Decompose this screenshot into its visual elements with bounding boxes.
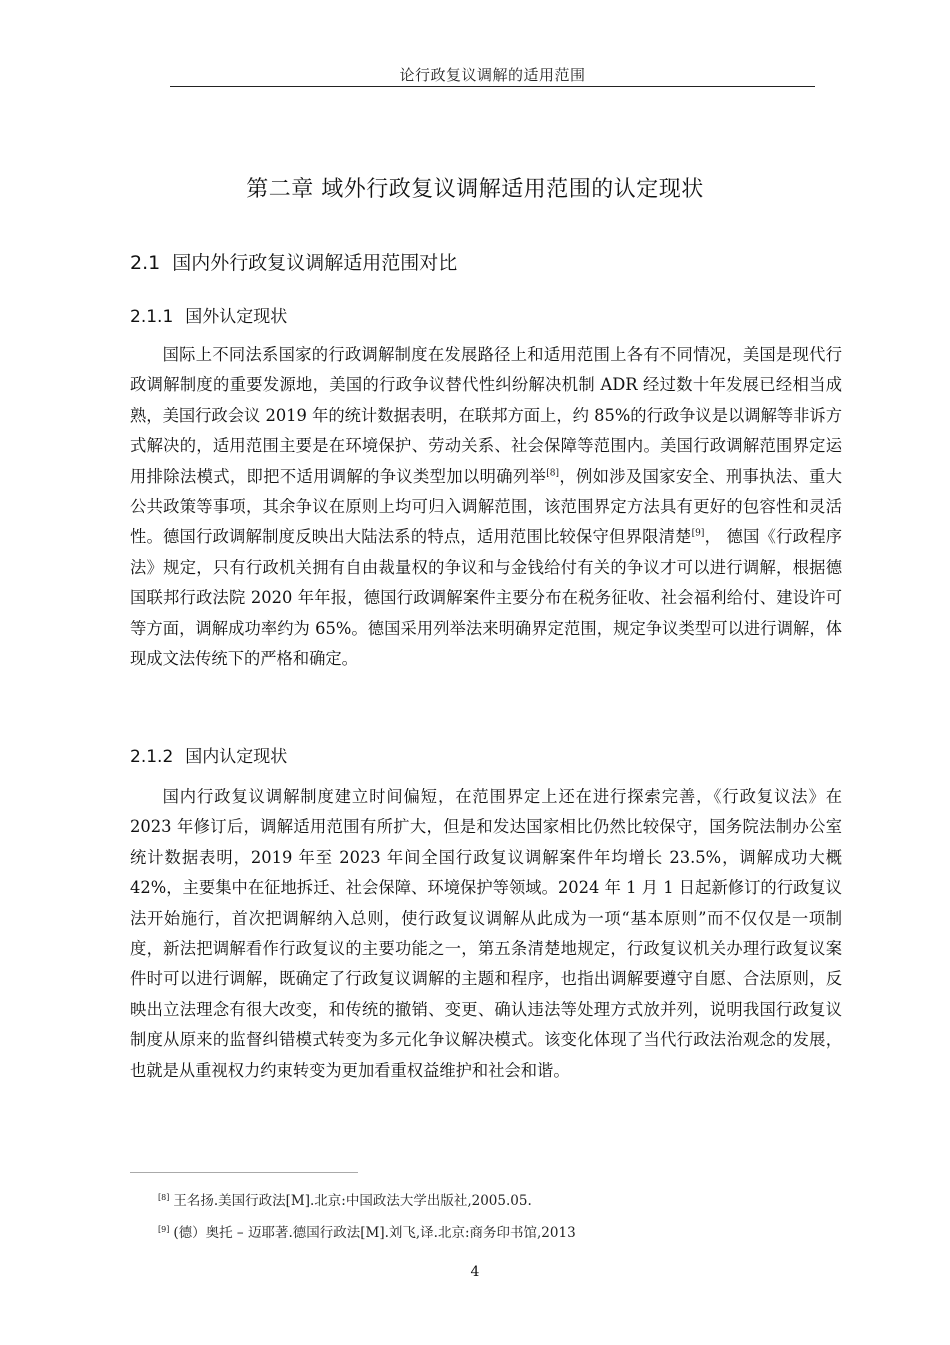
- subsection-heading-domestic: [130, 742, 287, 767]
- section-title: 国内外行政复议调解适用范围对比: [172, 252, 458, 274]
- paragraph-domestic: 国内行政复议调解制度建立时间偏短，在范围界定上还在进行探索完善，《行政复议法》在 2023 年修订后，调解适用范围有所扩大，但是和发达国家相比仍然比较保守，国务院法制办公室统计数据表明，2019 年至 2023 年间全国行政复议调解案件年均增长 23.5%，调解成功大概 42%，主要集中在征地拆迁、社会保障、环境保护等领域。2024 年 1 月 1 日起新修订的行政复议法开始施行，首次把调解纳入总则，使行政复议调解从此成为一项“基本原则”而不仅仅是一项制度，新法把调解看作行政复议的主要功能之一，第五条清楚地规定，行政复议机关办理行政复议案件时可以进行调解，既确定了行政复议调解的主题和程序，也指出调解要遵守自愿、合法原则，反映出立法理念有很大改变，和传统的撤销、变更、确认违法等处理方式放并列，说明我国行政复议制度从原来的监督纠错模式转变为多元化争议解决模式。该变化体现了当代行政法治观念的发展，也就是从重视权力约束转变为更加看重权益维护和社会和谐。: [130, 787, 842, 1080]
- citation-mark[interactable]: [9]: [691, 529, 705, 540]
- section-number: 2.1: [130, 252, 161, 274]
- footnote-rule: [130, 1172, 358, 1173]
- footnote-mark: [8]: [158, 1192, 170, 1202]
- header-rule: [170, 86, 815, 87]
- paragraph-text: ，例如涉及国家安全、刑事执法、重大公共政策等事项，其余争议在原则上均可归入调解范围，该范围界定方法具有更好的包容性和灵活性。德国行政调解制度反映出大陆法系的特点，适用范围比较保守但界限清楚: [130, 466, 842, 547]
- chapter-title: 第二章 域外行政复议调解适用范围的认定现状: [246, 177, 704, 202]
- subsection-title: 国外认定现状: [185, 307, 288, 327]
- subsection-number: 2.1.2: [130, 747, 174, 767]
- section-heading: [130, 248, 457, 275]
- footnote-9: [158, 1224, 576, 1242]
- footnote-text: 王名扬.美国行政法[M].北京:中国政法大学出版社,2005.05.: [173, 1193, 532, 1209]
- paragraph-foreign: [130, 340, 842, 674]
- paragraph-text: ， 德国《行政程序法》规定，只有行政机关拥有自由裁量权的争议和与金钱给付有关的争议才可以进行调解，根据德国联邦行政法院 2020 年年报，德国行政调解案件主要分布在税务征收、社会福利给付、建设许可等方面，调解成功率约为 65%。德国采用列举法来明确界定范围，规定争议类型可以进行调解，体现成文法传统下的严格和确定。: [130, 527, 842, 669]
- running-header: 论行政复议调解的适用范围: [399, 66, 586, 84]
- subsection-number: 2.1.1: [130, 307, 174, 327]
- paragraph-text: 国际上不同法系国家的行政调解制度在发展路径上和适用范围上各有不同情况，美国是现代行政调解制度的重要发源地，美国的行政争议替代性纠纷解决机制 ADR 经过数十年发展已经相当成熟，美国行政会议 2019 年的统计数据表明，在联邦方面上，约 85%的行政争议是以调解等非诉方式解决的，适用范围主要是在环境保护、劳动关系、社会保障等范围内。美国行政调解范围界定运用排除法模式，即把不适用调解的争议类型加以明确列举: [130, 345, 842, 486]
- footnote-text: (德）奥托 – 迈耶著.德国行政法[M].刘飞,译.北京:商务印书馆,2013: [173, 1225, 576, 1241]
- page-number: 4: [470, 1264, 480, 1280]
- citation-mark[interactable]: [8]: [546, 468, 559, 479]
- subsection-heading-foreign: [130, 302, 287, 327]
- subsection-title: 国内认定现状: [185, 747, 288, 767]
- footnote-8: [158, 1192, 532, 1210]
- footnote-mark: [9]: [158, 1224, 170, 1234]
